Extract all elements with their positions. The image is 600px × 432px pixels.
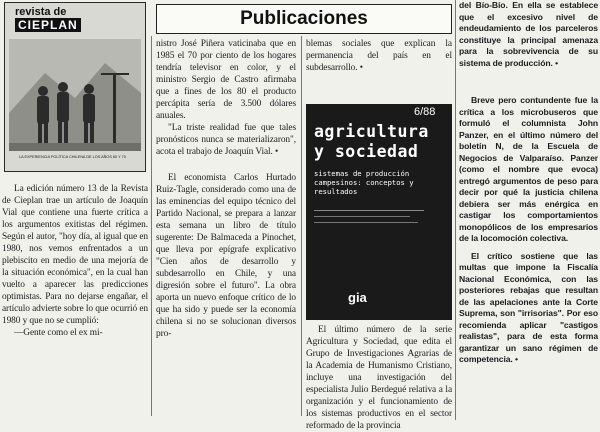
- cover-caption: LA EXPERIENCIA POLÍTICA CHILENA DE LOS AÑOS 60 Y 70: [19, 155, 126, 159]
- section-header: [156, 4, 452, 34]
- cover-title-line1: agricultura: [314, 122, 429, 141]
- middle-left-column: [156, 38, 296, 340]
- middle-right-column: [306, 38, 452, 431]
- col4-paragraph-3: El crítico sostiene que las multas que impone la Fiscalía Nacional Económica, con las posteriores rebajas que resultan de las apelaciones ante la Corte Suprema, son "irrisorias". Por eso recomienda aplicar "castigos realistas", para de esta forma garantizar un sano régimen de competencia. •: [459, 250, 598, 364]
- cover-divider: [314, 222, 418, 223]
- cover-subtitle: sistemas de producción campesinos: conceptos y resultados: [314, 169, 414, 196]
- gia-logo: gia: [348, 290, 367, 305]
- col1-paragraph-2: —Gente como el ex mi-: [14, 328, 103, 338]
- cover-title-line2: CIEPLAN: [15, 18, 81, 32]
- section-title: Publicaciones: [240, 8, 368, 29]
- col1-paragraph-1: La edición número 13 de la Revista de Cieplan trae un artículo de Joaquín Vial que contiene una fuerte crítica a los argumentos exitistas del régimen. Según el autor, "hoy día, al igual que en 1980, nos vemos enfrentados a un plebiscito en medio de una mejoría de la situación económica", en la cual han vuelto a aparecer las predicciones optimistas. Para no dejarse engañar, el artículo advierte sobre lo que ocurrió en 1980 y que no se cumplió:: [2, 184, 148, 326]
- cover-title: [314, 122, 429, 162]
- col4-paragraph-1: del Bío-Bío. En ella se establece que el excesivo nivel de endeudamiento de los parceleros constituye la principal amenaza para la sobrevivencia de su sistema de producción. •: [459, 0, 598, 68]
- col2-paragraph-2: "La triste realidad fue que tales pronósticos nunca se materializaron", acota el trabajo de Joaquín Vial. •: [156, 123, 296, 157]
- cover-divider: [314, 216, 410, 217]
- cover-title-line1: revista de: [15, 6, 67, 18]
- col4-paragraph-2: Breve pero contundente fue la crítica a los microbuseros que formuló el columnista John Panzer, en el último número del boletín N, de la Escuela de Negocios de Valparaíso. Panzer (como el nombre que evoca) entregó argumentos de peso para decir por qué la justicia chilena debiera ser más enérgica en castigar los comportamientos monopólicos de los empresarios de la locomoción colectiva.: [459, 95, 598, 243]
- right-column: [459, 0, 598, 366]
- column-divider: [301, 36, 302, 416]
- street-photo-illustration: [5, 3, 145, 171]
- col3-paragraph-2: El último número de la serie Agricultura y Sociedad, que edita el Grupo de Investigaciones Agrarias de la Academia de Humanismo Cristiano, incluye una investigación del especialista Julio Berdegué relativa a la organización y el funcionamiento de los sistemas productivos en el sector reformado de la provincia: [306, 325, 452, 431]
- cover-divider: [314, 210, 424, 211]
- column-divider: [455, 0, 456, 420]
- agricultura-cover-image: [306, 104, 452, 320]
- cieplan-cover-image: [4, 2, 146, 172]
- col2-paragraph-3: El economista Carlos Hurtado Ruiz-Tagle, considerado como una de las eminencias del equipo técnico del Partido Nacional, se prepara a lanzar esta semana un libro de título sugerente: De Balmaceda a Pinochet, que lleva por epígrafe explicativo "Cien años de desarrollo y subdesarrollo en Chile, y una digresión sobre el futuro". La obra aporta un nuevo enfoque crítico de lo que ha sido y puede ser la economía chilena si no se solucionan diversos pro-: [156, 173, 296, 339]
- cover-issue-number: 6/88: [414, 106, 436, 118]
- cover-title-line2: y sociedad: [314, 142, 419, 161]
- col2-paragraph-1: nistro José Piñera vaticinaba que en 1985 el 70 por ciento de los hogares tendría televisor en color, y el ministro Sergio de Castro afirmaba que a fines de los 80 el producto percápita sería de 3.500 dólares anuales.: [156, 39, 296, 121]
- column-divider: [151, 36, 152, 416]
- col3-paragraph-1: blemas sociales que explican la permanencia del país en el subdesarrollo. •: [306, 39, 452, 73]
